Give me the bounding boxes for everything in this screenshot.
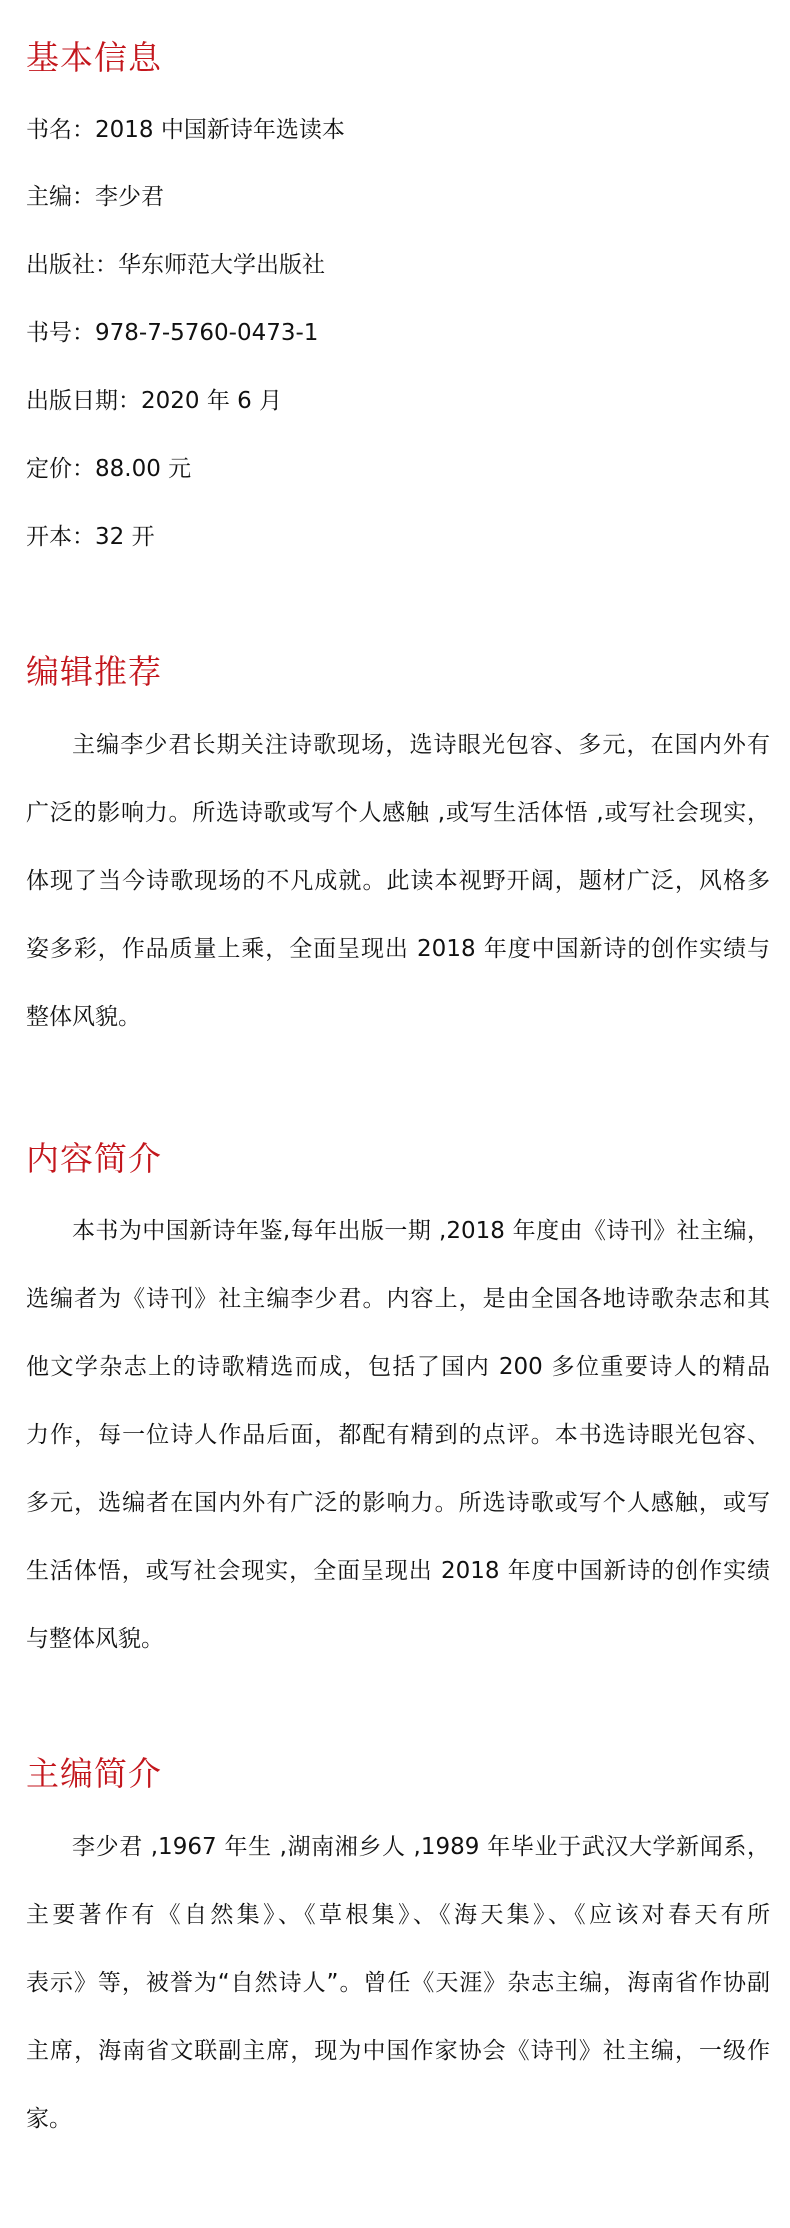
recommendation-line: 体现了当今诗歌现场的不凡成就。此读本视野开阔，题材广泛，风格多: [26, 868, 770, 894]
summary-line: 力作，每一位诗人作品后面，都配有精到的点评。本书选诗眼光包容、: [26, 1422, 770, 1448]
bio-line: 主席，海南省文联副主席，现为中国作家协会《诗刊》社主编，一级作: [26, 2038, 770, 2064]
recommendation-line: 整体风貌。: [26, 1004, 141, 1030]
summary-line: 选编者为《诗刊》社主编李少君。内容上，是由全国各地诗歌杂志和其: [26, 1286, 770, 1312]
summary-line: 本书为中国新诗年鉴,每年出版一期 ,2018 年度由《诗刊》社主编，: [72, 1218, 770, 1244]
publisher-line: 出版社：华东师范大学出版社: [26, 252, 325, 278]
editor-recommendation-heading: 编辑推荐: [26, 652, 162, 691]
content-summary-heading: 内容简介: [26, 1139, 162, 1178]
recommendation-line: 姿多彩，作品质量上乘，全面呈现出 2018 年度中国新诗的创作实绩与: [26, 936, 770, 962]
summary-line: 生活体悟，或写社会现实，全面呈现出 2018 年度中国新诗的创作实绩: [26, 1558, 770, 1584]
bio-line: 家。: [26, 2106, 72, 2132]
summary-line: 与整体风貌。: [26, 1626, 164, 1652]
book-title-line: 书名：2018 中国新诗年选读本: [26, 117, 345, 143]
recommendation-line: 广泛的影响力。所选诗歌或写个人感触 ,或写生活体悟 ,或写社会现实，: [26, 800, 770, 826]
price-line: 定价：88.00 元: [26, 456, 192, 482]
bio-line: 李少君 ,1967 年生 ,湖南湘乡人 ,1989 年毕业于武汉大学新闻系，: [72, 1834, 770, 1860]
summary-line: 他文学杂志上的诗歌精选而成，包括了国内 200 多位重要诗人的精品: [26, 1354, 770, 1380]
publish-date-line: 出版日期：2020 年 6 月: [26, 388, 283, 414]
editor-line: 主编：李少君: [26, 184, 164, 210]
bio-line: 表示》等，被誉为“自然诗人”。曾任《天涯》杂志主编，海南省作协副: [26, 1970, 770, 1996]
summary-line: 多元，选编者在国内外有广泛的影响力。所选诗歌或写个人感触，或写: [26, 1490, 770, 1516]
format-line: 开本：32 开: [26, 524, 155, 550]
recommendation-line: 主编李少君长期关注诗歌现场，选诗眼光包容、多元，在国内外有: [72, 732, 770, 758]
basic-info-heading: 基本信息: [26, 38, 162, 77]
isbn-line: 书号：978-7-5760-0473-1: [26, 320, 319, 346]
editor-bio-heading: 主编简介: [26, 1754, 162, 1793]
bio-line: 主要著作有《自然集》、《草根集》、《海天集》、《应该对春天有所: [26, 1902, 770, 1928]
